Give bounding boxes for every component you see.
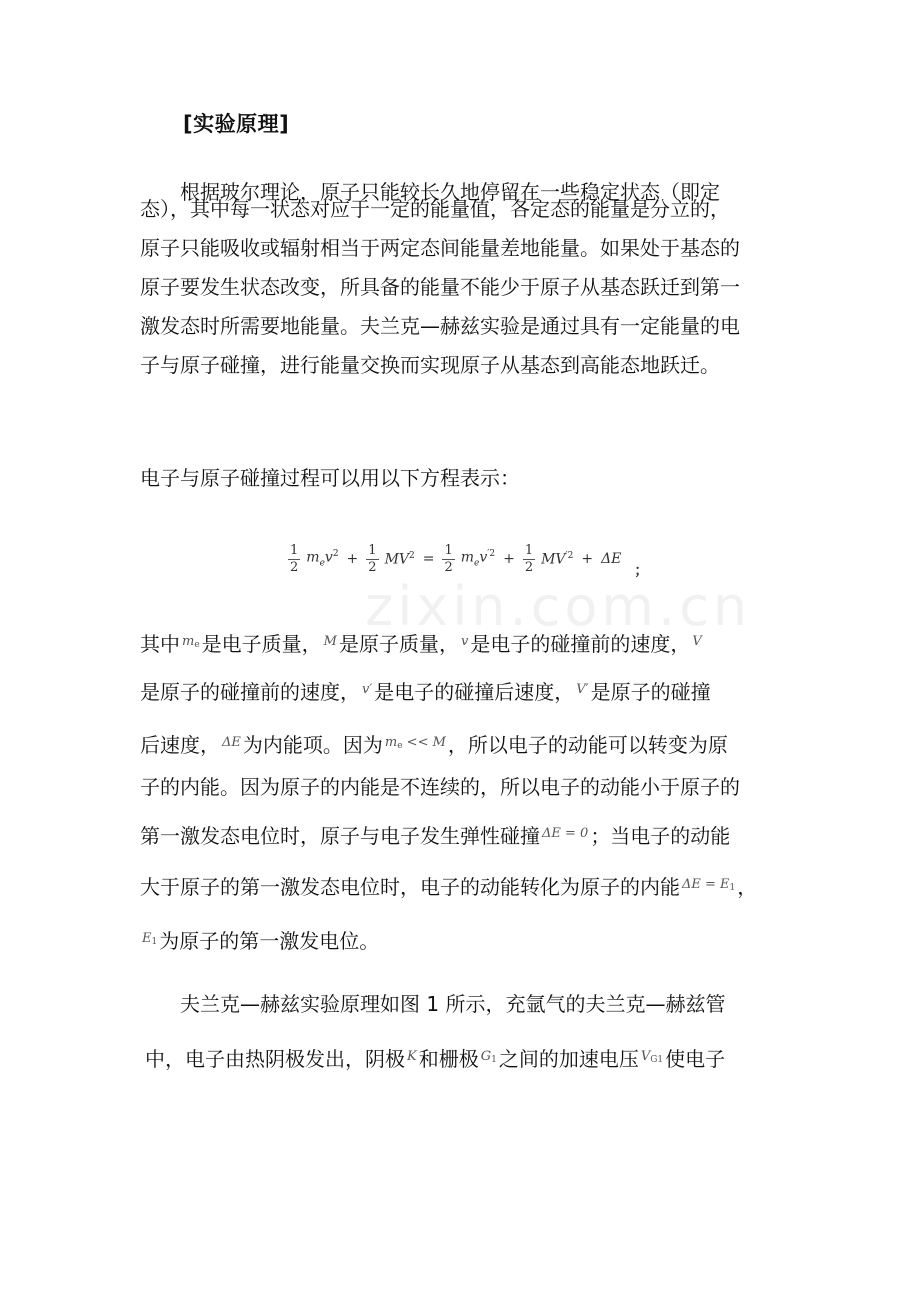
paragraph-line: 其中 $^{m_e}$ 是电子质量， $^M$ 是原子质量， $^v$ 是电子的碰撞前的速度， $^V$	[140, 632, 702, 656]
paragraph-line: 中，电子由热阴极发出，阴极 $^K$ 和栅极 $^{G_1}$ 之间的加速电压 $^{V_{G1}}$ 使电子	[145, 1047, 726, 1071]
electron-ke-before: $m_ev^2$	[306, 549, 339, 569]
energy-equation: $\frac{1}{2}$ $m_ev^2$ + $\frac{1}{2}$ $MV^2$ = $\frac{1}{2}$ $m_ev^{'2}$ + $\frac{1}{2}$ $MV^{'2}$ + ΔE ；	[290, 542, 649, 579]
section-heading: [实验原理]	[183, 112, 290, 136]
paragraph-line: 是原子的碰撞前的速度， $^{v'}$ 是电子的碰撞后速度， $^{V'}$ 是原子的碰撞	[140, 680, 711, 704]
fraction-half: $\frac{1}{2}$	[524, 542, 534, 575]
paragraph-line: 第一激发态电位时，原子与电子发生弹性碰撞 $^{\Delta E = 0}$ ；当电子的动能	[140, 824, 731, 848]
paragraph-line: 原子只能吸收或辐射相当于两定态间能量差地能量。如果处于基态的	[140, 236, 740, 260]
equation-intro: 电子与原子碰撞过程可以用以下方程表示：	[140, 466, 520, 490]
paragraph-line: 子与原子碰撞，进行能量交换而实现原子从基态到高能态地跃迁。	[140, 353, 720, 377]
paragraph-line: 根据玻尔理论，原子只能较长久地停留在一些稳定状态（即定	[140, 180, 720, 204]
internal-energy-term: ΔE	[601, 551, 622, 567]
paragraph-line: 态），其中每一状态对应于一定的能量值，各定态的能量是分立的，	[140, 197, 730, 221]
equation-semicolon: ；	[634, 563, 649, 579]
paragraph-line: 大于原子的第一激发态电位时，电子的动能转化为原子的内能 $^{\Delta E = E_1}$ ，	[140, 875, 758, 899]
paragraph-line: 夫兰克—赫兹实验原理如图 1 所示，充氩气的夫兰克—赫兹管	[140, 992, 726, 1016]
paragraph-line: 后速度， $^{\Delta E}$ 为内能项。因为 $^{m_e << M}$ ，所以电子的动能可以转变为原	[140, 733, 728, 757]
watermark: zixin.com.cn	[365, 575, 752, 638]
paragraph-line: $^{E_1}$ 为原子的第一激发电位。	[142, 929, 380, 953]
fraction-half: $\frac{1}{2}$	[368, 542, 377, 575]
electron-ke-after: $m_ev^{'2}$	[460, 549, 496, 569]
fraction-half: $\frac{1}{2}$	[290, 542, 299, 575]
paragraph-line: 子的内能。因为原子的内能是不连续的，所以电子的动能小于原子的	[140, 775, 740, 799]
atom-ke-after: $MV^{'2}$	[541, 550, 574, 568]
fraction-half: $\frac{1}{2}$	[444, 542, 453, 575]
atom-ke-before: $MV^2$	[384, 550, 415, 568]
paragraph-line: 原子要发生状态改变，所具备的能量不能少于原子从基态跃迁到第一	[140, 275, 740, 299]
paragraph-line: 激发态时所需要地能量。夫兰克—赫兹实验是通过具有一定能量的电	[140, 314, 740, 338]
